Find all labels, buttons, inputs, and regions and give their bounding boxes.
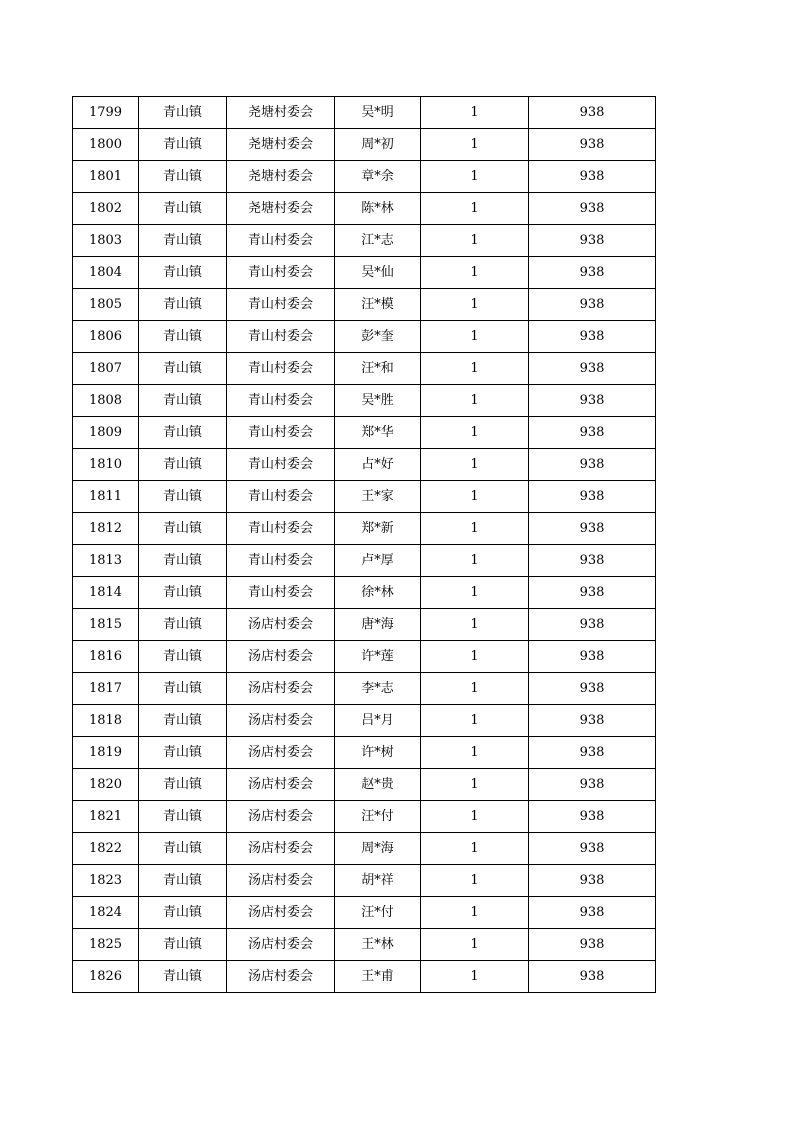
village-cell: 青山村委会 (227, 289, 335, 321)
count-cell: 1 (421, 705, 529, 737)
count-cell: 1 (421, 545, 529, 577)
amount-cell: 938 (529, 449, 656, 481)
amount-cell: 938 (529, 737, 656, 769)
town-cell: 青山镇 (139, 801, 227, 833)
town-cell: 青山镇 (139, 705, 227, 737)
seq-cell: 1806 (73, 321, 139, 353)
village-cell: 汤店村委会 (227, 897, 335, 929)
name-cell: 吴*胜 (335, 385, 421, 417)
village-cell: 汤店村委会 (227, 929, 335, 961)
town-cell: 青山镇 (139, 513, 227, 545)
seq-cell: 1815 (73, 609, 139, 641)
village-cell: 汤店村委会 (227, 865, 335, 897)
table-row (73, 737, 656, 769)
seq-cell: 1811 (73, 481, 139, 513)
name-cell: 汪*和 (335, 353, 421, 385)
name-cell: 李*志 (335, 673, 421, 705)
table-row (73, 513, 656, 545)
table-row (73, 545, 656, 577)
seq-cell: 1814 (73, 577, 139, 609)
roster-table-body (73, 97, 656, 993)
amount-cell: 938 (529, 129, 656, 161)
amount-cell: 938 (529, 705, 656, 737)
table-row (73, 321, 656, 353)
count-cell: 1 (421, 833, 529, 865)
amount-cell: 938 (529, 801, 656, 833)
amount-cell: 938 (529, 385, 656, 417)
table-row (73, 897, 656, 929)
amount-cell: 938 (529, 513, 656, 545)
seq-cell: 1823 (73, 865, 139, 897)
village-cell: 汤店村委会 (227, 961, 335, 993)
table-row (73, 353, 656, 385)
seq-cell: 1820 (73, 769, 139, 801)
village-cell: 青山村委会 (227, 257, 335, 289)
town-cell: 青山镇 (139, 385, 227, 417)
table-row (73, 417, 656, 449)
count-cell: 1 (421, 449, 529, 481)
seq-cell: 1805 (73, 289, 139, 321)
count-cell: 1 (421, 609, 529, 641)
village-cell: 汤店村委会 (227, 673, 335, 705)
count-cell: 1 (421, 257, 529, 289)
name-cell: 占*好 (335, 449, 421, 481)
seq-cell: 1825 (73, 929, 139, 961)
amount-cell: 938 (529, 545, 656, 577)
table-row (73, 961, 656, 993)
amount-cell: 938 (529, 961, 656, 993)
amount-cell: 938 (529, 289, 656, 321)
village-cell: 青山村委会 (227, 417, 335, 449)
seq-cell: 1824 (73, 897, 139, 929)
amount-cell: 938 (529, 769, 656, 801)
seq-cell: 1808 (73, 385, 139, 417)
table-row (73, 673, 656, 705)
town-cell: 青山镇 (139, 833, 227, 865)
count-cell: 1 (421, 97, 529, 129)
town-cell: 青山镇 (139, 545, 227, 577)
name-cell: 许*树 (335, 737, 421, 769)
table-row (73, 385, 656, 417)
town-cell: 青山镇 (139, 769, 227, 801)
village-cell: 尧塘村委会 (227, 129, 335, 161)
name-cell: 吕*月 (335, 705, 421, 737)
seq-cell: 1800 (73, 129, 139, 161)
village-cell: 青山村委会 (227, 449, 335, 481)
seq-cell: 1807 (73, 353, 139, 385)
village-cell: 汤店村委会 (227, 641, 335, 673)
name-cell: 徐*林 (335, 577, 421, 609)
count-cell: 1 (421, 417, 529, 449)
amount-cell: 938 (529, 225, 656, 257)
town-cell: 青山镇 (139, 865, 227, 897)
name-cell: 周*初 (335, 129, 421, 161)
village-cell: 汤店村委会 (227, 833, 335, 865)
seq-cell: 1801 (73, 161, 139, 193)
amount-cell: 938 (529, 97, 656, 129)
amount-cell: 938 (529, 865, 656, 897)
town-cell: 青山镇 (139, 673, 227, 705)
count-cell: 1 (421, 161, 529, 193)
village-cell: 青山村委会 (227, 225, 335, 257)
table-row (73, 129, 656, 161)
table-row (73, 577, 656, 609)
count-cell: 1 (421, 225, 529, 257)
name-cell: 王*甫 (335, 961, 421, 993)
count-cell: 1 (421, 641, 529, 673)
name-cell: 周*海 (335, 833, 421, 865)
town-cell: 青山镇 (139, 321, 227, 353)
village-cell: 尧塘村委会 (227, 193, 335, 225)
table-row (73, 833, 656, 865)
amount-cell: 938 (529, 257, 656, 289)
count-cell: 1 (421, 129, 529, 161)
roster-table (72, 96, 656, 993)
name-cell: 章*余 (335, 161, 421, 193)
count-cell: 1 (421, 353, 529, 385)
amount-cell: 938 (529, 897, 656, 929)
name-cell: 胡*祥 (335, 865, 421, 897)
count-cell: 1 (421, 513, 529, 545)
name-cell: 汪*付 (335, 801, 421, 833)
name-cell: 赵*贵 (335, 769, 421, 801)
town-cell: 青山镇 (139, 737, 227, 769)
village-cell: 青山村委会 (227, 481, 335, 513)
name-cell: 郑*华 (335, 417, 421, 449)
seq-cell: 1813 (73, 545, 139, 577)
seq-cell: 1810 (73, 449, 139, 481)
seq-cell: 1812 (73, 513, 139, 545)
amount-cell: 938 (529, 321, 656, 353)
table-row (73, 97, 656, 129)
village-cell: 汤店村委会 (227, 737, 335, 769)
seq-cell: 1809 (73, 417, 139, 449)
seq-cell: 1818 (73, 705, 139, 737)
town-cell: 青山镇 (139, 897, 227, 929)
name-cell: 王*林 (335, 929, 421, 961)
seq-cell: 1802 (73, 193, 139, 225)
village-cell: 青山村委会 (227, 577, 335, 609)
table-row (73, 481, 656, 513)
amount-cell: 938 (529, 161, 656, 193)
count-cell: 1 (421, 289, 529, 321)
name-cell: 许*莲 (335, 641, 421, 673)
village-cell: 汤店村委会 (227, 801, 335, 833)
town-cell: 青山镇 (139, 225, 227, 257)
village-cell: 汤店村委会 (227, 609, 335, 641)
town-cell: 青山镇 (139, 961, 227, 993)
town-cell: 青山镇 (139, 353, 227, 385)
seq-cell: 1821 (73, 801, 139, 833)
table-row (73, 161, 656, 193)
amount-cell: 938 (529, 481, 656, 513)
count-cell: 1 (421, 385, 529, 417)
name-cell: 汪*模 (335, 289, 421, 321)
table-row (73, 929, 656, 961)
amount-cell: 938 (529, 609, 656, 641)
village-cell: 青山村委会 (227, 545, 335, 577)
town-cell: 青山镇 (139, 161, 227, 193)
name-cell: 吴*明 (335, 97, 421, 129)
village-cell: 汤店村委会 (227, 769, 335, 801)
town-cell: 青山镇 (139, 129, 227, 161)
town-cell: 青山镇 (139, 449, 227, 481)
table-row (73, 257, 656, 289)
count-cell: 1 (421, 769, 529, 801)
town-cell: 青山镇 (139, 929, 227, 961)
amount-cell: 938 (529, 833, 656, 865)
count-cell: 1 (421, 865, 529, 897)
count-cell: 1 (421, 673, 529, 705)
count-cell: 1 (421, 737, 529, 769)
amount-cell: 938 (529, 417, 656, 449)
seq-cell: 1799 (73, 97, 139, 129)
name-cell: 陈*林 (335, 193, 421, 225)
table-row (73, 449, 656, 481)
amount-cell: 938 (529, 929, 656, 961)
count-cell: 1 (421, 193, 529, 225)
town-cell: 青山镇 (139, 417, 227, 449)
seq-cell: 1819 (73, 737, 139, 769)
table-row (73, 289, 656, 321)
village-cell: 青山村委会 (227, 385, 335, 417)
village-cell: 青山村委会 (227, 353, 335, 385)
town-cell: 青山镇 (139, 577, 227, 609)
count-cell: 1 (421, 929, 529, 961)
name-cell: 彭*奎 (335, 321, 421, 353)
table-row (73, 225, 656, 257)
seq-cell: 1804 (73, 257, 139, 289)
amount-cell: 938 (529, 673, 656, 705)
name-cell: 江*志 (335, 225, 421, 257)
count-cell: 1 (421, 481, 529, 513)
town-cell: 青山镇 (139, 257, 227, 289)
name-cell: 王*家 (335, 481, 421, 513)
table-row (73, 705, 656, 737)
town-cell: 青山镇 (139, 641, 227, 673)
table-row (73, 609, 656, 641)
amount-cell: 938 (529, 577, 656, 609)
count-cell: 1 (421, 897, 529, 929)
amount-cell: 938 (529, 353, 656, 385)
town-cell: 青山镇 (139, 481, 227, 513)
table-row (73, 801, 656, 833)
table-row (73, 641, 656, 673)
town-cell: 青山镇 (139, 97, 227, 129)
seq-cell: 1816 (73, 641, 139, 673)
town-cell: 青山镇 (139, 609, 227, 641)
town-cell: 青山镇 (139, 193, 227, 225)
name-cell: 唐*海 (335, 609, 421, 641)
name-cell: 郑*新 (335, 513, 421, 545)
town-cell: 青山镇 (139, 289, 227, 321)
village-cell: 汤店村委会 (227, 705, 335, 737)
table-row (73, 193, 656, 225)
name-cell: 汪*付 (335, 897, 421, 929)
name-cell: 吴*仙 (335, 257, 421, 289)
table-row (73, 769, 656, 801)
village-cell: 青山村委会 (227, 321, 335, 353)
village-cell: 青山村委会 (227, 513, 335, 545)
count-cell: 1 (421, 961, 529, 993)
seq-cell: 1817 (73, 673, 139, 705)
count-cell: 1 (421, 321, 529, 353)
seq-cell: 1803 (73, 225, 139, 257)
name-cell: 卢*厚 (335, 545, 421, 577)
seq-cell: 1822 (73, 833, 139, 865)
amount-cell: 938 (529, 641, 656, 673)
amount-cell: 938 (529, 193, 656, 225)
seq-cell: 1826 (73, 961, 139, 993)
count-cell: 1 (421, 577, 529, 609)
village-cell: 尧塘村委会 (227, 97, 335, 129)
village-cell: 尧塘村委会 (227, 161, 335, 193)
table-row (73, 865, 656, 897)
count-cell: 1 (421, 801, 529, 833)
